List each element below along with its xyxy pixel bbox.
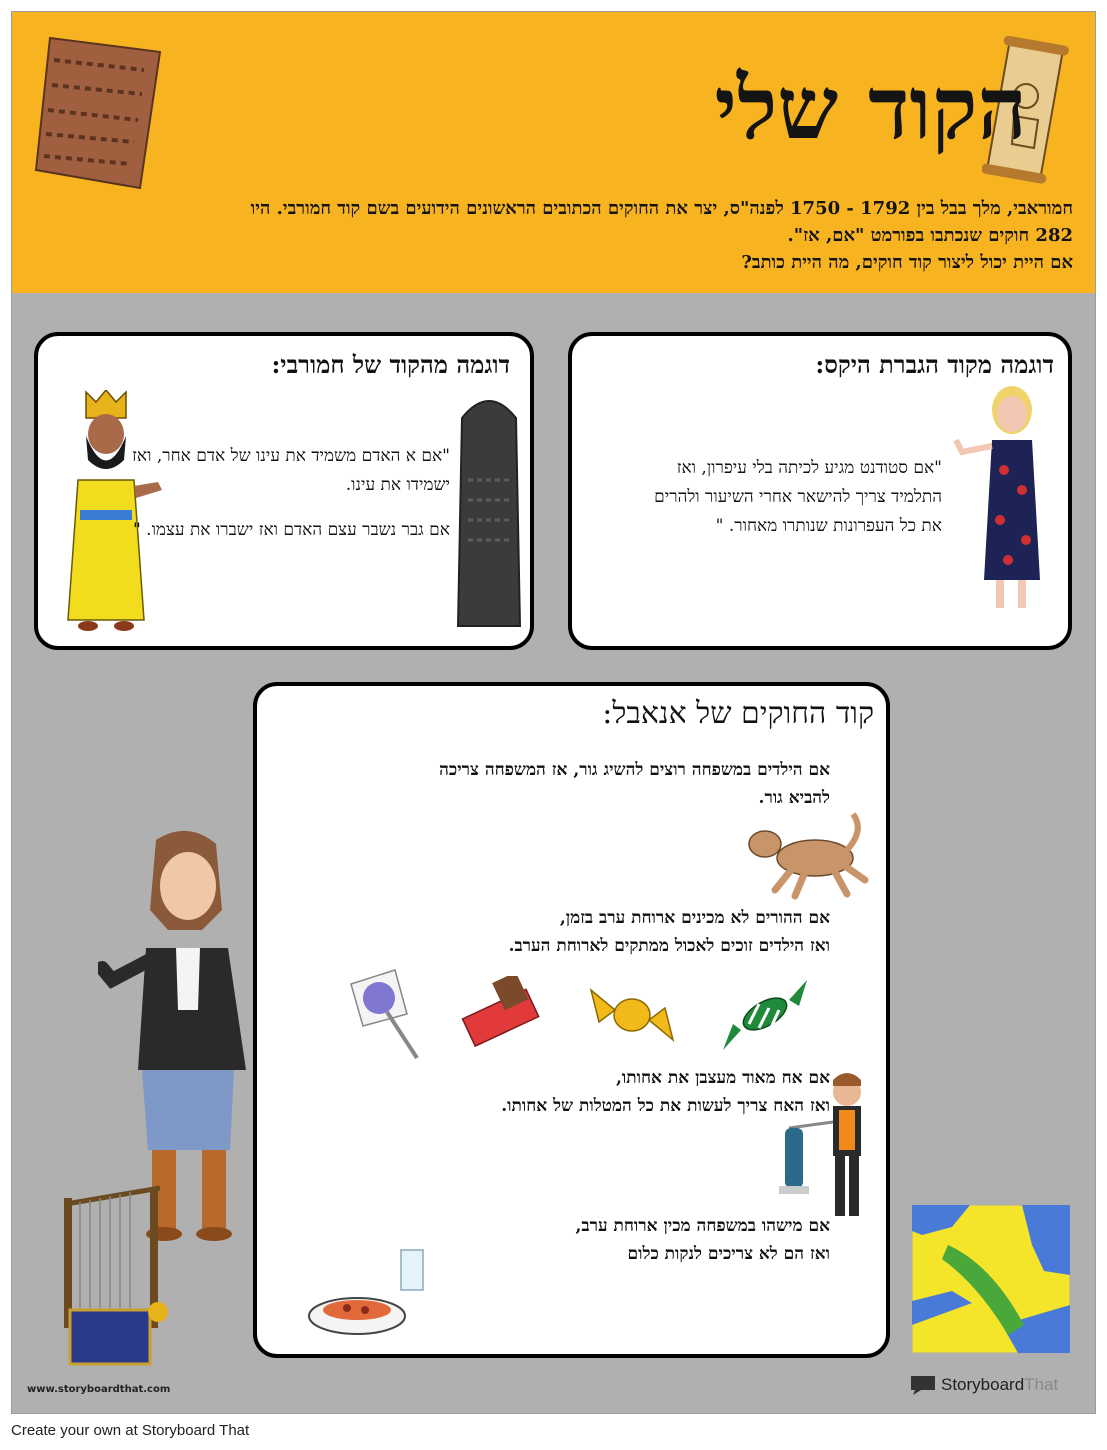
intro-text bbox=[23, 195, 1073, 276]
mesopotamia-map bbox=[912, 1205, 1070, 1353]
poster bbox=[11, 11, 1096, 1414]
spaghetti-plate-icon bbox=[307, 1246, 437, 1346]
chocolate-bar-icon bbox=[457, 976, 547, 1056]
card-title: דוגמה מקוד הגברת היקס: bbox=[815, 350, 1054, 379]
hammurabi-law: "אם א האדם משמיד את עינו של אדם אחר, ואז ישמידו את עינו. bbox=[132, 446, 450, 495]
intro-line: 282 חוקים שנכתבו בפורמט "אם, אז". bbox=[787, 225, 1073, 246]
stele-icon bbox=[454, 390, 524, 630]
teacher-law: "אם סטודנט מגיע לכיתה בלי עיפרון, ואז התלמיד צריך להישאר אחרי השיעור ולהרים את כל העפרונות שנותרו מאחור. " bbox=[654, 458, 942, 536]
king-hammurabi-figure bbox=[48, 390, 168, 635]
striped-candy-icon bbox=[719, 974, 811, 1054]
hammurabi-law: אם גבר נשבר עצם האדם ואז ישברו את עצמו. " bbox=[132, 520, 450, 540]
intro-line: חמוראבי, מלך בבל בין 1792 - 1750 לפנה"ס, יצר את החוקים הכתובים הראשונים הידועים בשם קוד חמורבי. היו bbox=[250, 198, 1073, 219]
header-banner bbox=[12, 12, 1095, 293]
site-url: www.storyboardthat.com bbox=[27, 1384, 171, 1395]
lollipop-icon bbox=[347, 966, 427, 1062]
annabel-card bbox=[253, 682, 890, 1358]
teacher-card bbox=[568, 332, 1072, 650]
page-title: הקוד שלי bbox=[714, 58, 1027, 159]
storyboardthat-logo bbox=[909, 1374, 1058, 1396]
card-title: דוגמה מהקוד של חמורבי: bbox=[271, 350, 510, 379]
brand-main: Storyboard bbox=[941, 1375, 1025, 1394]
annabel-law: אם ההורים לא מכינים ארוחת ערב בזמן, ואז הילדים זוכים לאכול ממתקים לארוחת הערב. bbox=[508, 908, 830, 956]
annabel-law: אם מישהו במשפחה מכין ארוחת ערב, ואז הם לא צריכים לנקות כלום bbox=[575, 1216, 830, 1264]
clay-tablet-icon bbox=[32, 30, 162, 190]
candy-icon bbox=[587, 970, 677, 1060]
speech-bubble-icon bbox=[909, 1374, 937, 1396]
annabel-law: אם אח מאוד מעצבן את אחותו, ואז האח צריך לעשות את כל המטלות של אחותו. bbox=[501, 1068, 830, 1116]
lyre-icon bbox=[56, 1184, 174, 1370]
annabel-law: אם הילדים במשפחה רוצים להשיג גור, אז המשפחה צריכה להביא גור. bbox=[439, 760, 830, 808]
hammurabi-card bbox=[34, 332, 534, 650]
teacher-figure bbox=[948, 380, 1058, 620]
puppy-icon bbox=[735, 810, 875, 900]
card-title: קוד החוקים של אנאבל: bbox=[602, 696, 874, 731]
create-your-own-link[interactable]: Create your own at Storyboard That bbox=[11, 1422, 250, 1439]
brother-vacuum-figure bbox=[777, 1072, 881, 1232]
intro-line: אם היית יכול ליצור קוד חוקים, מה היית כותב? bbox=[741, 252, 1073, 273]
brand-accent: That bbox=[1024, 1375, 1059, 1394]
